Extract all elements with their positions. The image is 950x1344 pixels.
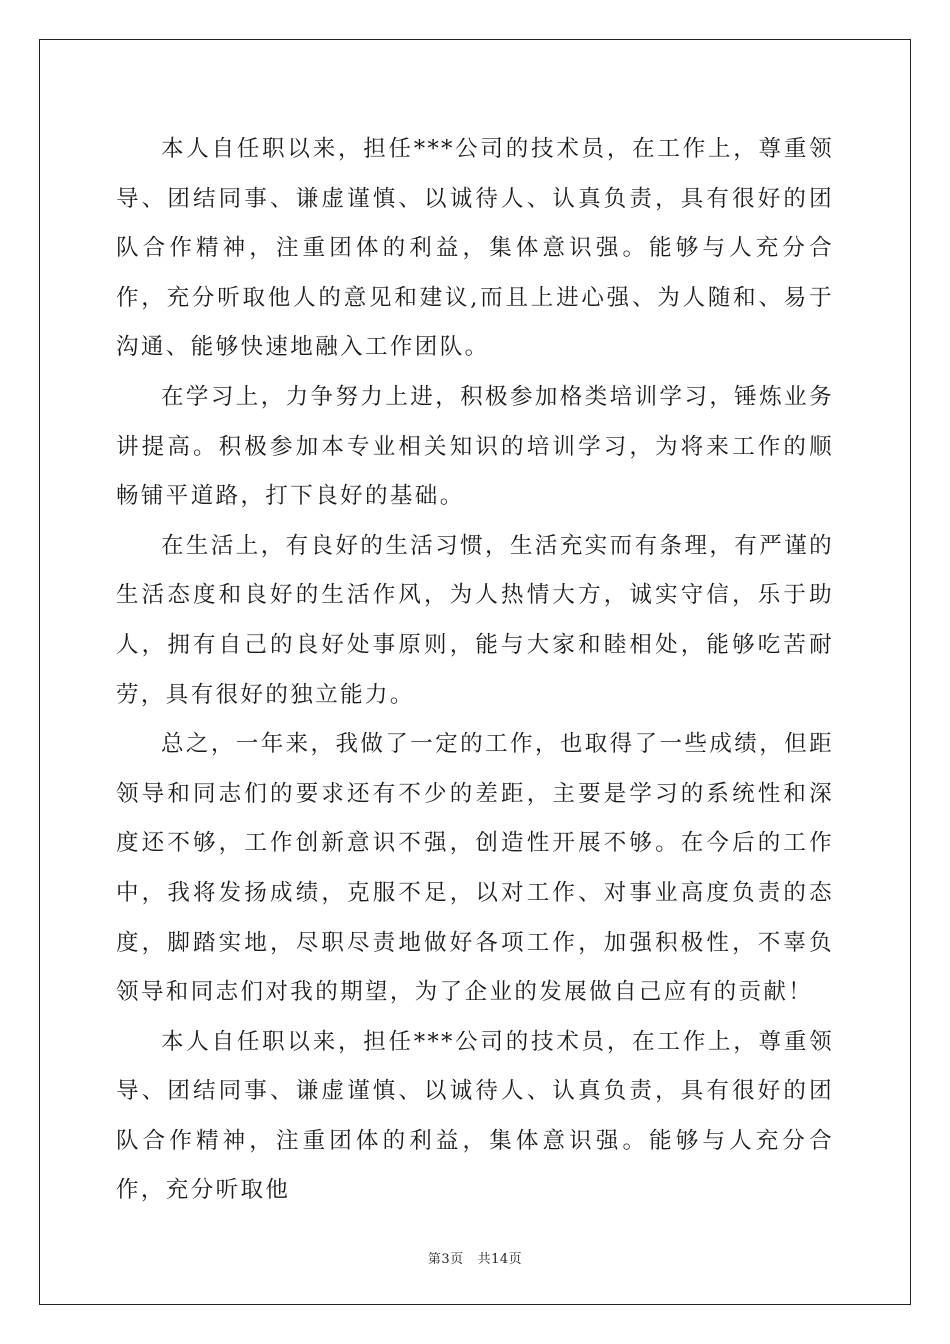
paragraph-5: 本人自任职以来，担任***公司的技术员，在工作上，尊重领导、团结同事、谦虚谨慎、以诚待人、认真负责，具有很好的团队合作精神，注重团体的利益，集体意识强。能够与人充分合作，充分听取他 <box>116 1028 834 1204</box>
paragraph-1: 本人自任职以来，担任***公司的技术员，在工作上，尊重领导、团结同事、谦虚谨慎、以诚待人、认真负责，具有很好的团队合作精神，注重团体的利益，集体意识强。能够与人充分合作，充分听取他人的意见和建议,而且上进心强、为人随和、易于沟通、能够快速地融入工作团队。 <box>116 136 834 361</box>
page-total: 共14页 <box>477 1252 523 1267</box>
paragraph-3: 在生活上，有良好的生活习惯，生活充实而有条理，有严谨的生活态度和良好的生活作风，为人热情大方，诚实守信，乐于助人，拥有自己的良好处事原则，能与大家和睦相处，能够吃苦耐劳，具有很好的独立能力。 <box>116 532 834 708</box>
page-number: 第3页 <box>427 1252 464 1267</box>
paragraph-4: 总之，一年来，我做了一定的工作，也取得了一些成绩，但距领导和同志们的要求还有不少的差距，主要是学习的系统性和深度还不够，工作创新意识不强，创造性开展不够。在今后的工作中，我将发扬成绩，克服不足，以对工作、对事业高度负责的态度，脚踏实地，尽职尽责地做好各项工作，加强积极性，不辜负领导和同志们对我的期望，为了企业的发展做自己应有的贡献！ <box>116 731 834 1006</box>
page-footer <box>0 1248 950 1267</box>
paragraph-2: 在学习上，力争努力上进，积极参加格类培训学习，锤炼业务讲提高。积极参加本专业相关知识的培训学习，为将来工作的顺畅铺平道路，打下良好的基础。 <box>116 383 834 510</box>
document-body <box>116 125 834 1216</box>
